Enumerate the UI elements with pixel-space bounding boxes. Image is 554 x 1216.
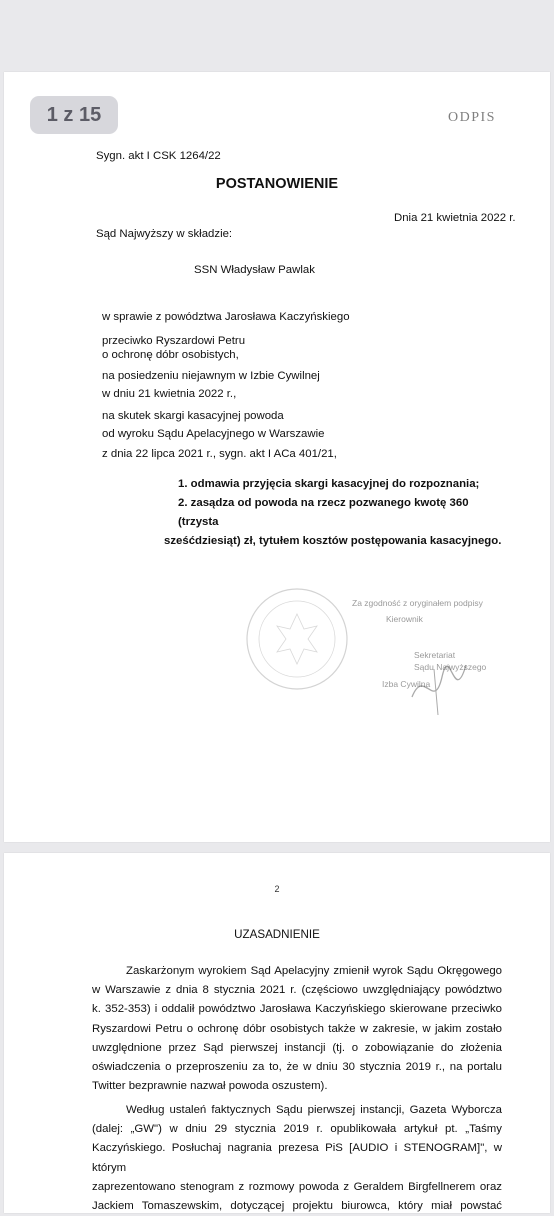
case-line: o ochronę dóbr osobistych, bbox=[102, 349, 239, 361]
certification-line: Sądu Najwyższego bbox=[414, 662, 487, 672]
paragraph-line: (dalej: „GW") w dniu 29 stycznia 2019 r. opublikowała artykuł pt. „Taśmy bbox=[92, 1123, 502, 1136]
document-page-1 bbox=[4, 72, 550, 842]
justification-paragraph-2 bbox=[92, 1101, 502, 1216]
page-number: 2 bbox=[274, 884, 280, 894]
paragraph-line: Według ustaleń faktycznych Sądu pierwszej instancji, Gazeta Wyborcza bbox=[126, 1104, 502, 1116]
certification-line: Za zgodność z oryginałem podpisy bbox=[352, 598, 483, 608]
paragraph-line: Ryszardowi Petru o ochronę dóbr osobistych także w zakresie, w jakim zostało bbox=[92, 1022, 502, 1035]
odpis-stamp: ODPIS bbox=[448, 110, 496, 125]
court-composition-label: Sąd Najwyższy w składzie: bbox=[96, 228, 233, 240]
certification-line: Sekretariat bbox=[414, 650, 456, 660]
paragraph-line: k. 352-353) i oddalił powództwo Jarosława Kaczyńskiego skierowane przeciwko bbox=[92, 1003, 502, 1016]
paragraph-line: oświadczenia o przeproszeniu za to, że w dniu 30 stycznia 2019 r., na portalu bbox=[92, 1061, 502, 1074]
case-line: na skutek skargi kasacyjnej powoda bbox=[102, 410, 284, 422]
case-line: w dniu 21 kwietnia 2022 r., bbox=[102, 388, 237, 400]
decision-item-1: 1. odmawia przyjęcia skargi kasacyjnej do rozpoznania; bbox=[178, 478, 480, 490]
paragraph-line: w Warszawie z dnia 8 stycznia 2021 r. (częściowo uwzględniający powództwo bbox=[92, 984, 502, 997]
certification-line: Izba Cywilna bbox=[382, 679, 431, 689]
page-indicator-badge[interactable]: 1 z 15 bbox=[30, 96, 118, 134]
paragraph-line: Twitter bezprawnie nazwał powoda oszustem). bbox=[92, 1080, 328, 1093]
justification-heading: UZASADNIENIE bbox=[234, 928, 320, 941]
decision-item-2: 2. zasądza od powoda na rzecz pozwanego kwotę 360 (trzysta bbox=[178, 497, 469, 528]
paragraph-line: Jackiem Tomaszewskim, dotyczącej projektu biurowca, który miał powstać bbox=[92, 1200, 502, 1213]
judge-name: SSN Władysław Pawlak bbox=[194, 264, 315, 276]
decision-item-2-continued: sześćdziesiąt) zł, tytułem kosztów postępowania kasacyjnego. bbox=[164, 535, 502, 547]
justification-paragraph-1 bbox=[92, 962, 502, 1096]
case-line: na posiedzeniu niejawnym w Izbie Cywilnej bbox=[102, 370, 320, 382]
case-line: z dnia 22 lipca 2021 r., sygn. akt I ACa 401/21, bbox=[102, 448, 337, 460]
paragraph-line: Kaczyńskiego. Posłuchaj nagrania prezesa PiS [AUDIO i STENOGRAM]", w którym bbox=[92, 1142, 502, 1174]
signature-icon bbox=[404, 657, 474, 717]
case-signature: Sygn. akt I CSK 1264/22 bbox=[96, 150, 221, 162]
decision-operative-part bbox=[164, 475, 508, 551]
certification-line: Kierownik bbox=[386, 614, 423, 624]
case-line: od wyroku Sądu Apelacyjnego w Warszawie bbox=[102, 428, 325, 440]
document-page-2 bbox=[4, 853, 550, 1213]
decision-date: Dnia 21 kwietnia 2022 r. bbox=[394, 212, 516, 224]
document-title: POSTANOWIENIE bbox=[215, 176, 339, 192]
paragraph-line: zaprezentowano stenogram z rozmowy powoda z Geraldem Birgfellnerem oraz bbox=[92, 1180, 502, 1193]
paragraph-line: uwzględnione przez Sąd pierwszej instancji (tj. o zobowiązanie do złożenia bbox=[92, 1041, 502, 1054]
paragraph-line: Zaskarżonym wyrokiem Sąd Apelacyjny zmienił wyrok Sądu Okręgowego bbox=[126, 965, 502, 977]
court-seal-icon bbox=[242, 584, 352, 694]
case-line: przeciwko Ryszardowi Petru bbox=[102, 335, 246, 347]
case-line: w sprawie z powództwa Jarosława Kaczyńskiego bbox=[102, 311, 350, 323]
